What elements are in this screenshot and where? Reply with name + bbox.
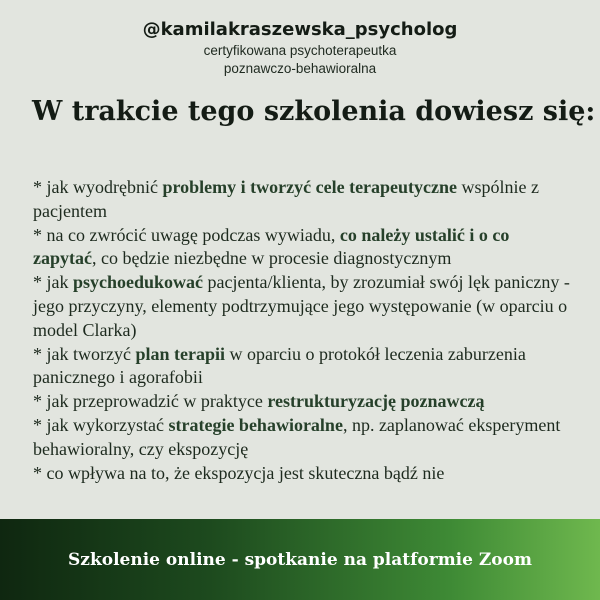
learning-point-text: * jak wyodrębnić	[33, 177, 163, 197]
learning-point-text: , np. zaplanować eksperyment behawioralny, czy ekspozycję	[33, 414, 561, 459]
learning-point-text: * jak tworzyć	[33, 343, 136, 364]
learning-point-highlight: plan terapii	[135, 343, 225, 364]
learning-point-text: * na co zwrócić uwagę podczas wywiadu,	[33, 224, 340, 245]
learning-point-text: wspólnie z pacjentem	[33, 177, 540, 221]
learning-point-highlight: co należy ustalić i o co zapytać	[33, 224, 510, 269]
learning-point-text: * co wpływa na to, że ekspozycja jest skuteczna bądź nie	[33, 462, 445, 483]
learning-point-highlight: psychoedukować	[73, 272, 204, 293]
footer-text: Szkolenie online - spotkanie na platformie Zoom	[68, 549, 532, 570]
learning-point-text: w oparciu o protokół leczenia zaburzenia panicznego i agorafobii	[33, 343, 526, 388]
author-handle: @kamilakraszewska_psycholog	[142, 19, 458, 40]
learning-point	[33, 390, 573, 414]
learning-points-list	[33, 176, 573, 485]
learning-point-highlight: strategie behawioralne	[168, 414, 343, 435]
header	[0, 18, 600, 78]
learning-point-highlight: restrukturyzację poznawczą	[267, 391, 485, 412]
author-subtitle-line1: certyfikowana psychoterapeutka	[203, 43, 397, 58]
learning-point-text: * jak wykorzystać	[33, 414, 169, 435]
learning-point-text: pacjenta/klienta, by zrozumiał swój lęk paniczny - jego przyczyny, elementy podtrzymujące jego występowanie (w oparciu o model Clarka)	[33, 272, 570, 340]
learning-point-text: , co będzie niezbędne w procesie diagnostycznym	[91, 248, 452, 269]
headline: W trakcie tego szkolenia dowiesz się:	[32, 96, 596, 127]
author-subtitle-line2: poznawczo-behawioralna	[223, 61, 377, 76]
footer-banner	[0, 519, 600, 600]
learning-point-highlight: problemy i tworzyć cele terapeutyczne	[162, 177, 458, 197]
learning-point	[33, 343, 573, 391]
learning-point	[33, 462, 573, 486]
learning-point	[33, 176, 573, 224]
learning-point-text: * jak	[33, 272, 73, 293]
learning-point	[33, 414, 573, 462]
learning-point-text: * jak przeprowadzić w praktyce	[33, 391, 268, 412]
learning-point	[33, 271, 573, 342]
learning-point	[33, 224, 573, 272]
